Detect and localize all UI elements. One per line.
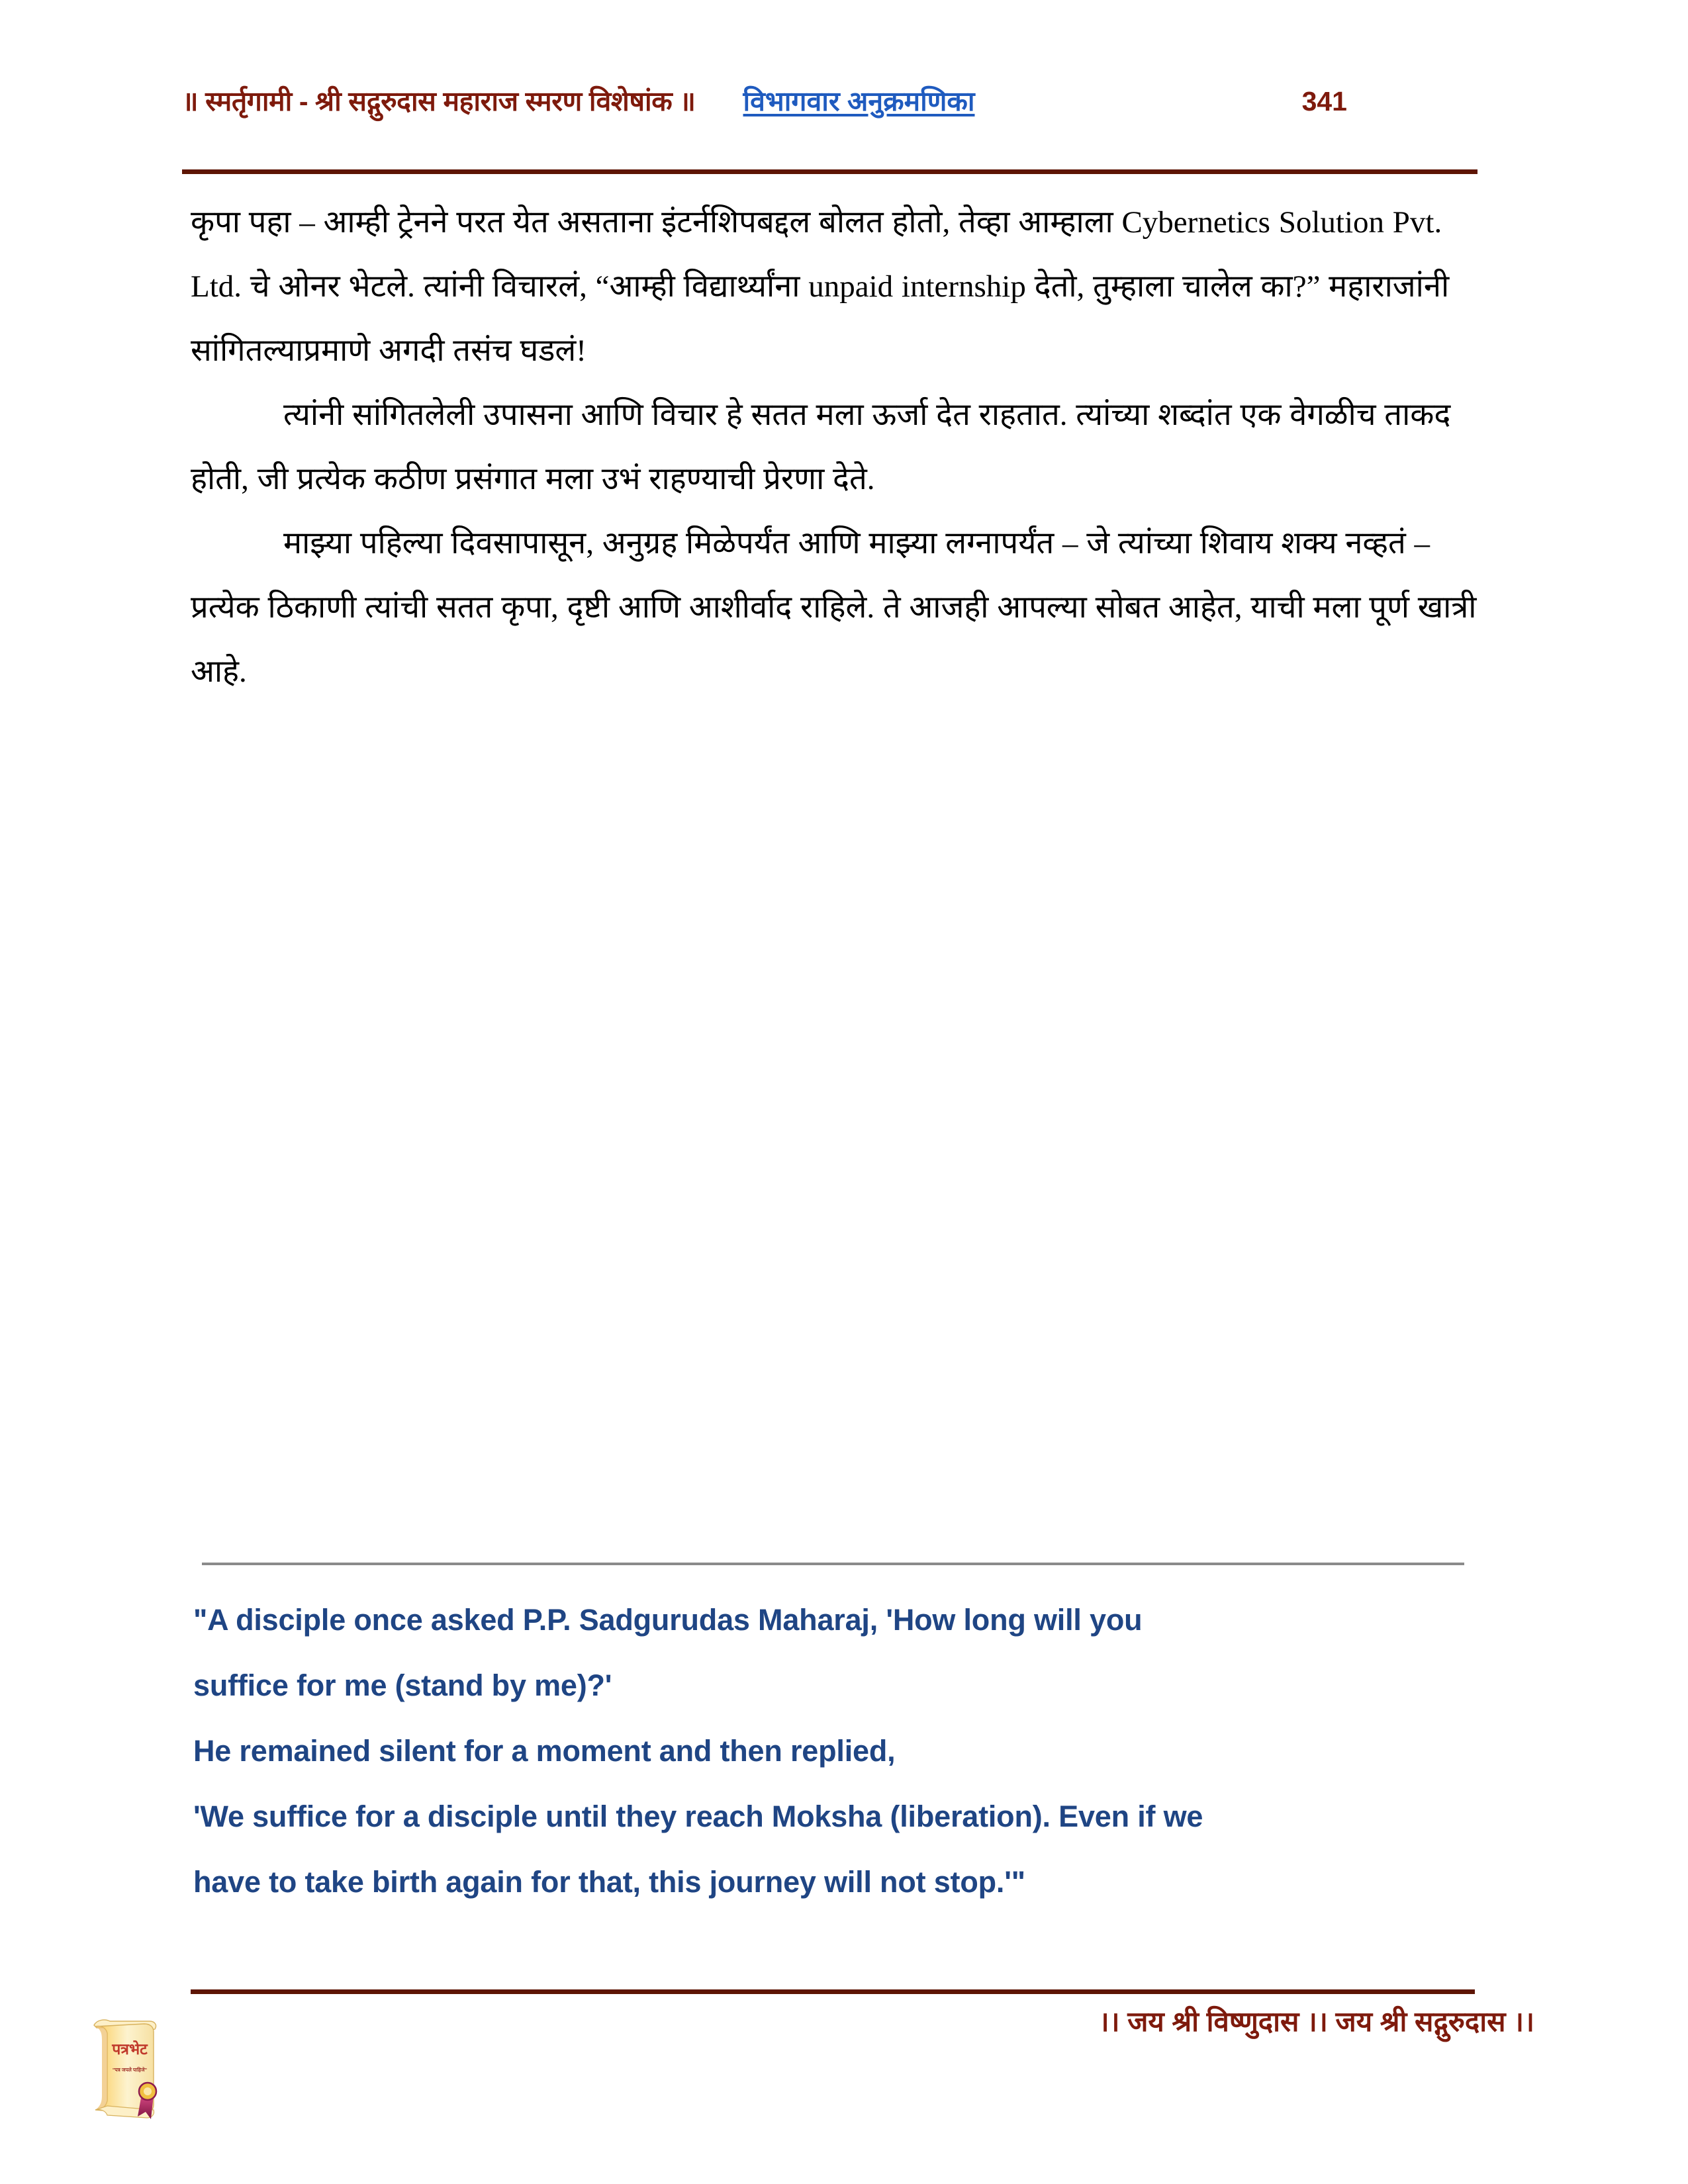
header-divider xyxy=(182,169,1477,174)
quote-line-1: "A disciple once asked P.P. Sadgurudas Maharaj, 'How long will you xyxy=(193,1603,1143,1637)
paragraph-2: त्यांनी सांगितलेली उपासना आणि विचार हे सतत मला ऊर्जा देत राहतात. त्यांच्या शब्दांत एक वेगळीच ताकद होती, जी प्रत्येक कठीण प्रसंगात मला उभं राहण्याची प्रेरणा देते. xyxy=(191,398,1451,496)
footer-benediction: ।। जय श्री विष्णुदास ।। जय श्री सद्गुरुदास ।। xyxy=(1098,2006,1534,2037)
svg-text:पत्रभेट: पत्रभेट xyxy=(112,2040,148,2058)
quote-line-4: 'We suffice for a disciple until they reach Moksha (liberation). Even if we xyxy=(193,1799,1203,1833)
quote-line-2: suffice for me (stand by me)?' xyxy=(193,1668,612,1702)
svg-text:"पत्र जपले पाहिजे": "पत्र जपले पाहिजे" xyxy=(112,2067,148,2073)
quote-line-3: He remained silent for a moment and then replied, xyxy=(193,1734,896,1768)
quote-divider xyxy=(202,1563,1464,1565)
header-title: ॥ स्मर्तृगामी - श्री सद्गुरुदास महाराज स्मरण विशेषांक ॥ xyxy=(182,86,696,116)
footer-divider xyxy=(191,1989,1475,1994)
index-link[interactable]: विभागवार अनुक्रमणिका xyxy=(743,86,975,116)
quote-line-5: have to take birth again for that, this journey will not stop.'" xyxy=(193,1865,1025,1899)
paragraph-3: माझ्या पहिल्या दिवसापासून, अनुग्रह मिळेपर्यंत आणि माझ्या लग्नापर्यंत – जे त्यांच्या शिवाय शक्य नव्हतं – प्रत्येक ठिकाणी त्यांची सतत कृपा, दृष्टी आणि आशीर्वाद राहिले. ते आजही आपल्या सोबत आहेत, याची मला पूर्ण खात्री आहे. xyxy=(191,526,1477,689)
quote-block xyxy=(193,1587,1484,1915)
paragraph-1: कृपा पहा – आम्ही ट्रेनने परत येत असताना इंटर्नशिपबद्दल बोलत होतो, तेव्हा आम्हाला Cybernetics Solution Pvt. Ltd. चे ओनर भेटले. त्यांनी विचारलं, “आम्ही विद्यार्थ्यांना unpaid internship देतो, तुम्हाला चालेल का?” महाराजांनी सांगितल्याप्रमाणे अगदी तसंच घडलं! xyxy=(191,205,1450,368)
body-text xyxy=(191,191,1481,704)
patrabhet-scroll-logo xyxy=(81,2016,162,2122)
page-header xyxy=(182,86,1476,165)
page-number: 341 xyxy=(1301,86,1347,116)
